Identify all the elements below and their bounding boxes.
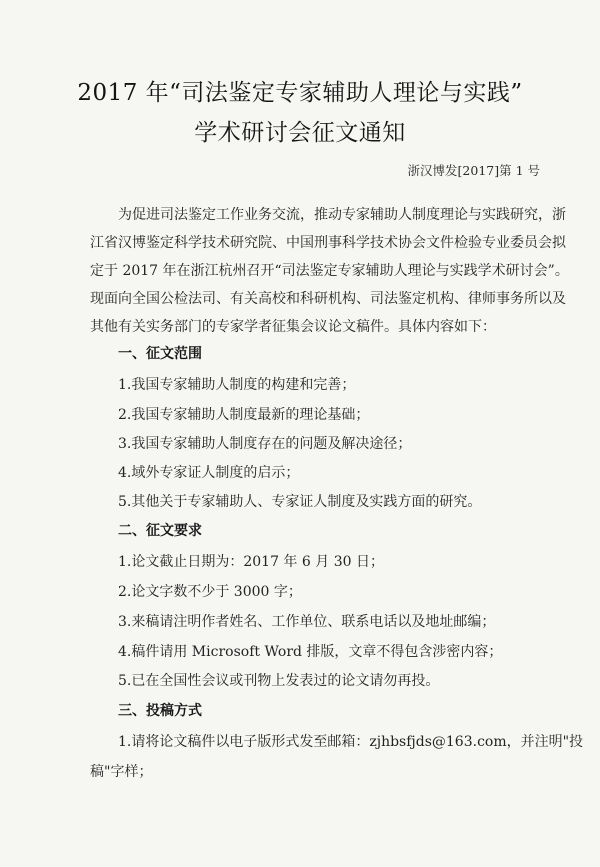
document-number: 浙汉博发[2017]第 1 号 [407, 163, 540, 178]
scope-item-5: 5.其他关于专家辅助人、专家证人制度及实践方面的研究。 [118, 494, 482, 510]
submission-item-1: 1.请将论文稿件以电子版形式发至邮箱：zjhbsfjds@163.com，并注明"投 [118, 734, 584, 750]
requirement-item-4: 4.稿件请用 Microsoft Word 排版，文章不得包含涉密内容； [118, 644, 503, 660]
intro-line-1: 为促进司法鉴定工作业务交流，推动专家辅助人制度理论与实践研究，浙 [118, 207, 566, 223]
requirement-item-3: 3.来稿请注明作者姓名、工作单位、联系电话以及地址邮编； [118, 614, 496, 630]
intro-line-2: 江省汉博鉴定科学技术研究院、中国刑事科学技术协会文件检验专业委员会拟 [90, 235, 566, 251]
submission-item-1-cont: 稿"字样； [90, 764, 153, 780]
scope-item-4: 4.域外专家证人制度的启示； [118, 465, 300, 481]
requirement-item-1: 1.论文截止日期为：2017 年 6 月 30 日； [118, 554, 384, 570]
intro-line-4: 现面向全国公检法司、有关高校和科研机构、司法鉴定机构、律师事务所以及 [90, 291, 566, 307]
scope-item-3: 3.我国专家辅助人制度存在的问题及解决途径； [118, 436, 412, 452]
section-heading-requirements: 二、征文要求 [118, 523, 202, 539]
title-line-2: 学术研讨会征文通知 [194, 120, 406, 146]
title-line-1: 2017 年“司法鉴定专家辅助人理论与实践” [77, 80, 523, 106]
scope-item-2: 2.我国专家辅助人制度最新的理论基础； [118, 407, 370, 423]
requirement-item-2: 2.论文字数不少于 3000 字； [118, 584, 302, 600]
section-heading-scope: 一、征文范围 [118, 346, 202, 362]
section-heading-submission: 三、投稿方式 [118, 703, 202, 719]
intro-line-3: 定于 2017 年在浙江杭州召开“司法鉴定专家辅助人理论与实践学术研讨会”。 [90, 263, 569, 279]
scope-item-1: 1.我国专家辅助人制度的构建和完善； [118, 377, 356, 393]
intro-line-5: 其他有关实务部门的专家学者征集会议论文稿件。具体内容如下： [90, 319, 496, 335]
requirement-item-5: 5.已在全国性会议或刊物上发表过的论文请勿再投。 [118, 673, 440, 689]
